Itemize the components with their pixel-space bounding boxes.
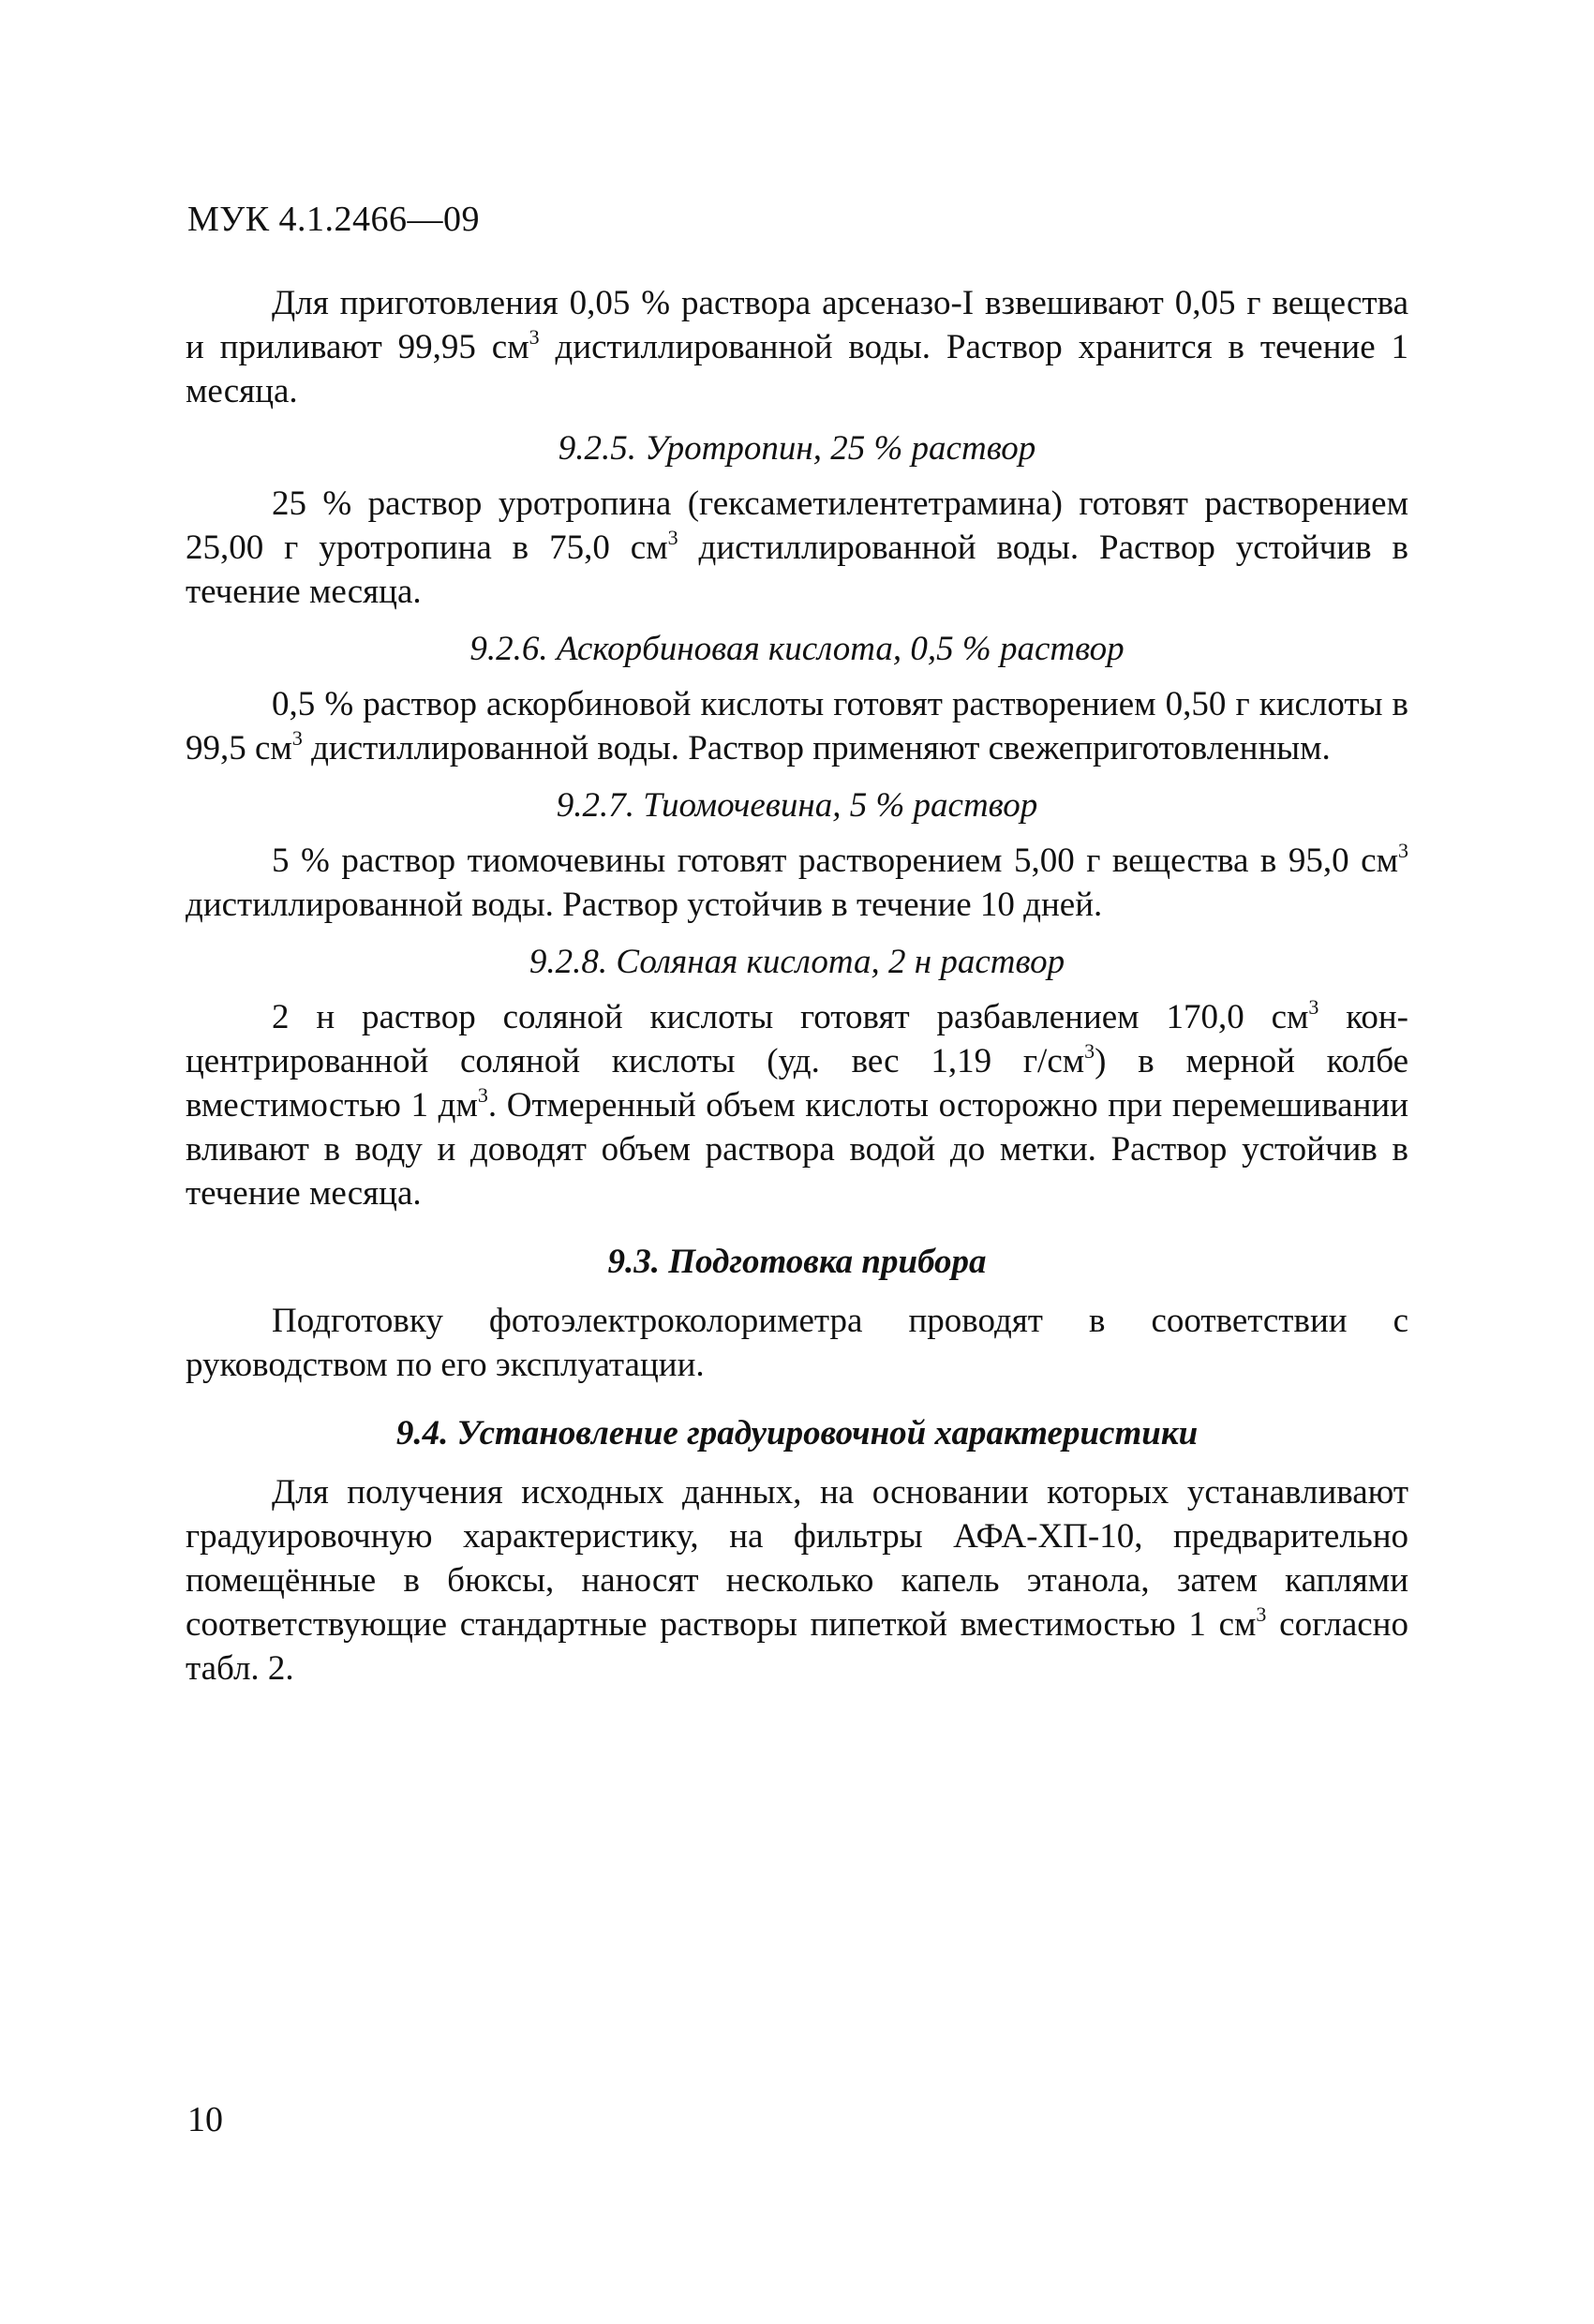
document-code: МУК 4.1.2466—09 <box>187 200 481 239</box>
superscript: 3 <box>667 525 678 549</box>
paragraph-ascorbic-acid <box>186 682 1408 770</box>
text-run: Для приготовления 0,05 % раствора арсеназо-I взвешивают 0,05 г вещества и приливают 99,95 см <box>186 284 1408 366</box>
subheading-9-2-6: 9.2.6. Аскорбиновая кислота, 0,5 % раствор <box>469 630 1125 668</box>
text-run: 5 % раствор тиомочевины готовят растворением 5,00 г вещества в 95,0 см <box>272 842 1398 880</box>
superscript: 3 <box>1256 1601 1267 1626</box>
text-run: концентрированной соляной кислоты (уд. вес 1,19 г/см <box>186 998 1408 1080</box>
section-heading-9-4: 9.4. Установление градуировочной характеристики <box>395 1414 1199 1452</box>
section-heading-9-3: 9.3. Подготовка прибора <box>607 1243 987 1281</box>
superscript: 3 <box>1084 1038 1095 1063</box>
paragraph-thiourea <box>186 839 1408 927</box>
text-run: . Отмеренный объем кислоты осторожно при перемешивании вливают в воду и доводят объем раствора водой до метки. Раствор устойчив в течение месяца. <box>186 1086 1408 1213</box>
superscript: 3 <box>291 725 303 750</box>
page-number: 10 <box>187 2100 223 2139</box>
text-run: дистиллированной воды. Раствор устойчив в течение 10 дней. <box>186 886 1103 924</box>
subheading-9-2-5: 9.2.5. Уротропин, 25 % раствор <box>558 429 1036 468</box>
text-run: ) в мерной колбе вместимостью 1 дм <box>186 1042 1408 1125</box>
text-run: 2 н раствор соляной кислоты готовят разбавлением 170,0 см <box>272 998 1309 1036</box>
superscript: 3 <box>1308 994 1319 1019</box>
subheading-9-2-7: 9.2.7. Тиомочевина, 5 % раствор <box>556 786 1038 825</box>
subheading-9-2-8: 9.2.8. Соляная кислота, 2 н раствор <box>529 943 1065 981</box>
text-run: дистиллированной воды. Раствор хранится в течение 1 месяца. <box>186 328 1409 410</box>
text-run: 0,5 % раствор аскорбиновой кислоты готовят растворением 0,50 г кислоты в 99,5 см <box>186 685 1408 767</box>
superscript: 3 <box>477 1082 488 1107</box>
paragraph-calibration <box>186 1470 1408 1691</box>
superscript: 3 <box>529 324 540 349</box>
paragraph-hydrochloric-acid <box>186 995 1408 1215</box>
text-run: Для получения исходных данных, на основании которых устанавливают градуировочную характеристику, на фильтры АФА-ХП-10, предварительно помещённые в бюксы, наносят несколько капель этанола, затем каплями соответствующие стандартные растворы пипеткой вместимостью 1 см <box>186 1473 1408 1644</box>
page-body <box>186 281 1408 1691</box>
text-run: дистиллированной воды. Раствор применяют свежеприготовленным. <box>302 729 1331 767</box>
text-run: дистиллированной воды. Раствор устойчив в течение месяца. <box>186 529 1408 611</box>
superscript: 3 <box>1398 838 1408 862</box>
paragraph-arsenazo <box>186 281 1408 413</box>
paragraph-urotropin <box>186 482 1408 614</box>
paragraph-device-preparation: Подготовку фотоэлектроколориметра проводят в соответствии с руководством по его эксплуатации. <box>186 1302 1408 1384</box>
text-run: 25 % раствор уротропина (гексаметилентетрамина) готовят растворением 25,00 г уротропина в 75,0 см <box>186 484 1408 567</box>
text-run: согласно табл. 2. <box>186 1605 1408 1688</box>
